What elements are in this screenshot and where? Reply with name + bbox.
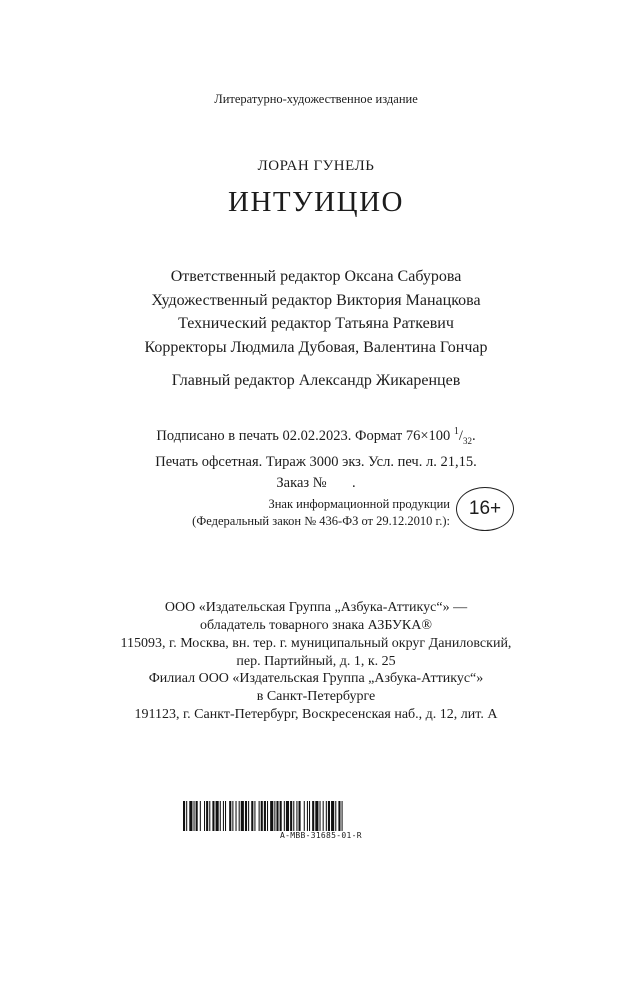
chief-editor: Главный редактор Александр Жикаренцев bbox=[171, 372, 461, 389]
print-line-1 bbox=[0, 421, 632, 452]
order-label: Заказ № bbox=[276, 474, 327, 491]
age-rating-badge: 16+ bbox=[456, 487, 514, 531]
genre-label: Литературно-художественное издание bbox=[214, 92, 418, 106]
publisher-block bbox=[0, 599, 632, 671]
publisher-line: пер. Партийный, д. 1, к. 25 bbox=[236, 654, 396, 669]
credit-line: Корректоры Людмила Дубовая, Валентина Гончар bbox=[144, 338, 488, 356]
credit-line: Ответственный редактор Оксана Сабурова bbox=[170, 268, 462, 285]
print-line-1-text: Подписано в печать 02.02.2023. Формат 76×100 bbox=[156, 427, 451, 444]
print-info bbox=[0, 421, 632, 494]
branch-line: в Санкт-Петербурге bbox=[256, 689, 376, 704]
author-name: ЛОРАН ГУНЕЛЬ bbox=[257, 158, 375, 174]
publisher-line: обладатель товарного знака АЗБУКА® bbox=[200, 618, 432, 633]
branch-line: Филиал ООО «Издательская Группа „Азбука-Аттикус“» bbox=[148, 671, 484, 686]
age-rating-label-line: Знак информационной продукции bbox=[268, 497, 450, 511]
age-rating-label-line: (Федеральный закон № 436-ФЗ от 29.12.2010 г.): bbox=[192, 514, 450, 528]
publisher-line: ООО «Издательская Группа „Азбука-Аттикус“» — bbox=[164, 600, 468, 615]
book-title: ИНТУИЦИО bbox=[228, 186, 404, 218]
print-line-2: Печать офсетная. Тираж 3000 экз. Усл. печ. л. 21,15. bbox=[155, 453, 477, 470]
credits-block bbox=[0, 265, 632, 359]
credit-line: Художественный редактор Виктория Манацкова bbox=[151, 291, 481, 309]
branch-line: 191123, г. Санкт-Петербург, Воскресенская наб., д. 12, лит. А bbox=[134, 707, 498, 722]
publisher-line: 115093, г. Москва, вн. тер. г. муниципальный округ Даниловский, bbox=[120, 636, 512, 651]
credit-line: Технический редактор Татьяна Раткевич bbox=[178, 315, 454, 332]
age-rating-label bbox=[150, 496, 450, 530]
barcode-text: А-МВВ-31685-01-R bbox=[280, 831, 362, 840]
branch-block bbox=[0, 670, 632, 724]
print-line-3: Заказ № . bbox=[276, 474, 356, 491]
format-fraction: $^1/_{32}$. bbox=[453, 426, 476, 446]
barcode-icon bbox=[183, 801, 453, 831]
